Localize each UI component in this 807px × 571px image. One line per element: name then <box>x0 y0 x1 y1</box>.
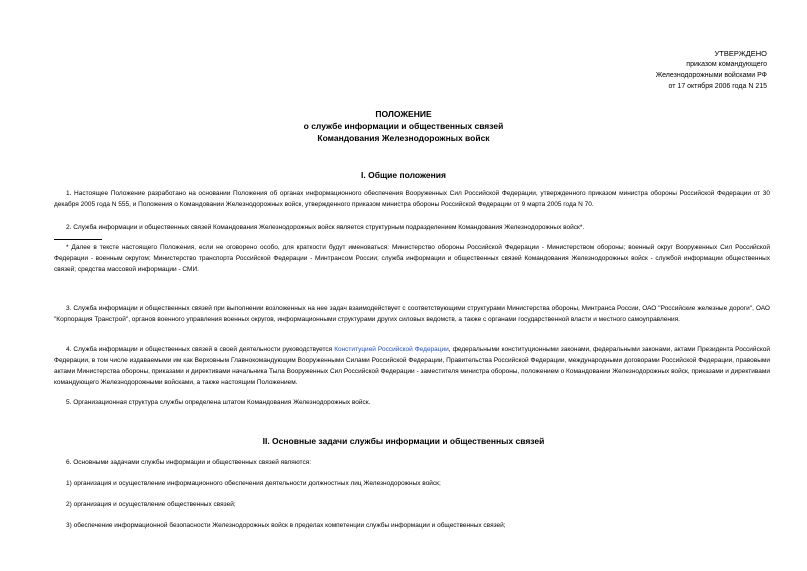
approval-line: приказом командующего <box>686 61 767 68</box>
footnote-divider <box>54 239 102 240</box>
constitution-link[interactable]: Конституцией Российской Федерации <box>334 346 449 353</box>
approval-stamp <box>656 48 767 92</box>
list-item-3: 3) обеспечение информационной безопасности Железнодорожных войск в пределах компетенции службы информации и общественных связей; <box>66 522 506 529</box>
title-line: ПОЛОЖЕНИЕ <box>375 109 432 119</box>
paragraph-5: 5. Организационная структура службы определена штатом Командования Железнодорожных войск. <box>66 399 371 406</box>
paragraph-4-text: 4. Служба информации и общественных связей в своей деятельности руководствуется <box>66 346 335 353</box>
section-heading-1: I. Общие положения <box>361 170 446 180</box>
paragraph-4 <box>54 344 770 388</box>
footnote: * Далее в тексте настоящего Положения, если не оговорено особо, для краткости будут именоваться: Министерство обороны Российской Федерации - Министерством обороны; военный округ Вооруженных Сил Российской Федерации - военным округом; Министерство транспорта Российской Федерации - Минтрансом России; служба информации и общественных связей Командования Железнодорожных войск - службой информации общественных связей; средства массовой информации - СМИ. <box>54 244 770 273</box>
approval-heading: УТВЕРЖДЕНО <box>714 49 767 58</box>
title-line: о службе информации и общественных связей <box>303 121 504 131</box>
approval-line: Железнодорожными войсками РФ <box>655 72 767 79</box>
list-item-2: 2) организация и осуществление общественных связей; <box>66 501 236 508</box>
title-line: Командования Железнодорожных войск <box>317 133 490 143</box>
paragraph-2: 2. Служба информации и общественных связей Командования Железнодорожных войск является структурным подразделением Командования Железнодорожных войск*. <box>66 224 585 231</box>
list-item-1: 1) организация и осуществление информационного обеспечения деятельности должностных лиц Железнодорожных войск; <box>66 480 441 487</box>
approval-line: от 17 октября 2006 года N 215 <box>668 83 767 90</box>
paragraph-3: 3. Служба информации и общественных связей при выполнении возложенных на нее задач взаимодействует с соответствующими структурами Министерства обороны, Минтранса России, ОАО "Российские железные дороги", ОАО "Корпорация Транстрой", органов военного управления военных округов, информационными структурами других силовых ведомств, а также с органами государственной власти и местного самоуправления. <box>54 305 770 323</box>
document-title <box>0 108 807 144</box>
paragraph-1: 1. Настоящее Положение разработано на основании Положения об органах информационного обеспечения Вооруженных Сил Российской Федерации, утвержденного приказом министра обороны Российской Федерации от 30 декабря 2005 года N 555, и Положения о Командовании Железнодорожных войск, утвержденного приказом министра обороны Российской Федерации от 9 марта 2005 года N 70. <box>54 190 770 208</box>
section-heading-2: II. Основные задачи службы информации и общественных связей <box>262 436 545 446</box>
paragraph-6: 6. Основными задачами службы информации и общественных связей являются: <box>66 459 312 466</box>
paragraph-4-text: , федеральными конституционными законами, федеральными законами, актами Президента Российской Федерации, в том числе издаваемыми им как Верховным Главнокомандующим Вооруженными Силами Российской Федерации, Правительства Российской Федерации, международными договорами Российской Федерации, правовыми актами Министерства обороны, приказами и директивами начальника Тыла Вооруженных Сил Российской Федерации - заместителя министра обороны, положением о Командовании Железнодорожных войск, приказами и директивами командующего Железнодорожными войсками, а также настоящим Положением. <box>54 346 770 386</box>
